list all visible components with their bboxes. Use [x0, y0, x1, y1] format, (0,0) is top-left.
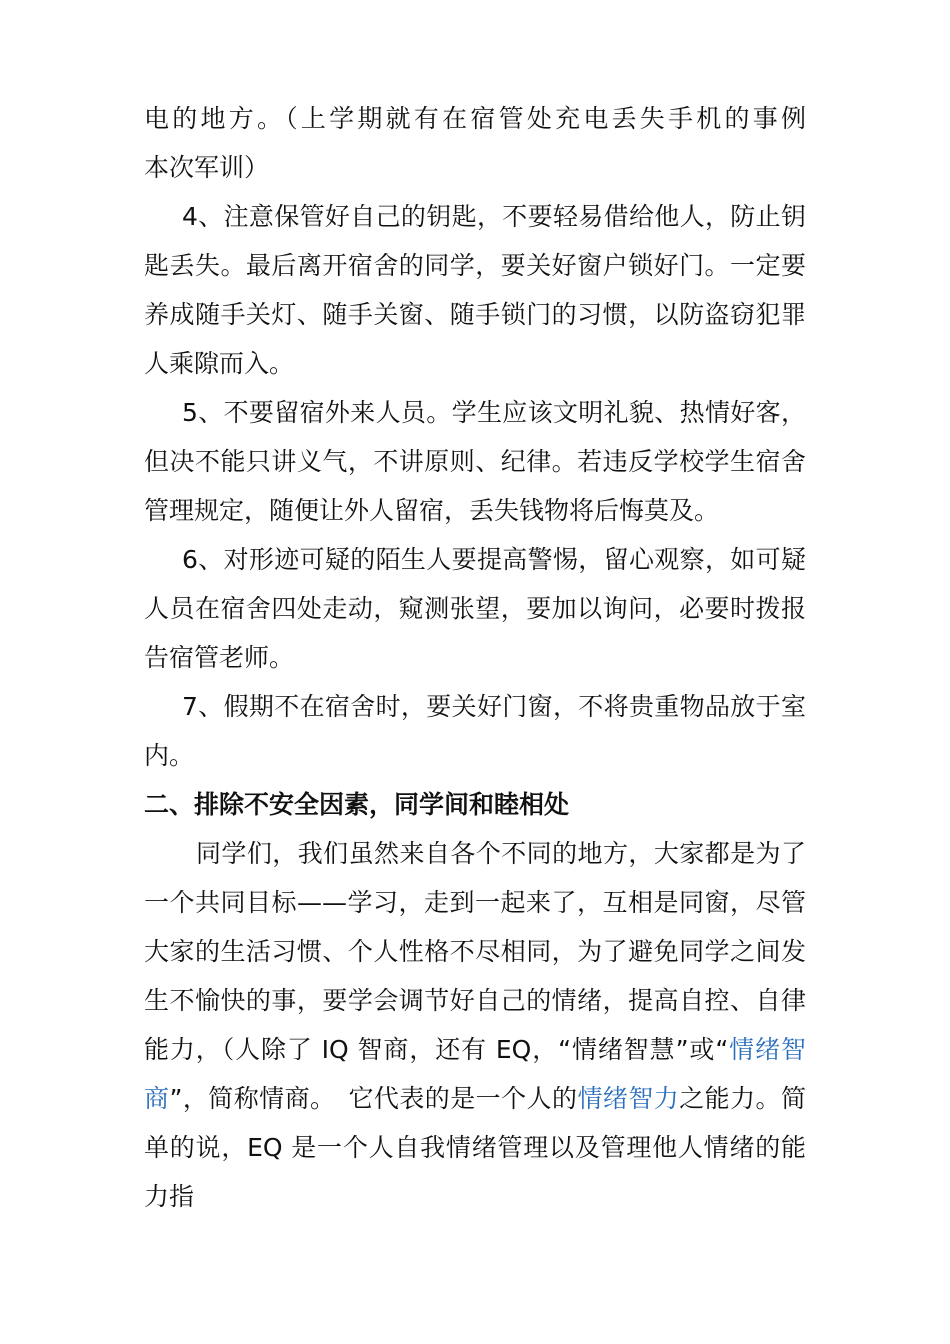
body-text-part-2: ”，简称情商。 它代表的是一个人的: [169, 1084, 578, 1113]
link-emotional-intelligence[interactable]: 情绪智力: [577, 1084, 680, 1113]
body-text-part-3: 之能力。简单的说，EQ 是一个人自我情绪管理以及管理他人情绪的能力指: [144, 1084, 806, 1211]
body-text-part-1: 同学们，我们虽然来自各个不同的地方，大家都是为了一个共同目标——学习，走到一起来了，互相是同窗，尽管大家的生活习惯、个人性格不尽相同，为了避免同学之间发生不愉快的事，要学会调节好自己的情绪，提高自控、自律能力，（人除了 IQ 智商，还有 EQ，“情绪智慧”或“: [144, 839, 806, 1064]
document-page: [144, 94, 857, 1221]
paragraph-item-6: 6、对形迹可疑的陌生人要提高警惕，留心观察，如可疑人员在宿舍四处走动，窥测张望，要加以询问，必要时拨报告宿管老师。: [144, 545, 806, 672]
section-heading: 二、排除不安全因素，同学间和睦相处: [144, 790, 570, 819]
paragraph-body: [144, 829, 806, 1221]
paragraph-item-5: 5、不要留宿外来人员。学生应该文明礼貌、热情好客，但决不能只讲义气，不讲原则、纪律。若违反学校学生宿舍管理规定，随便让外人留宿，丢失钱物将后悔莫及。: [144, 398, 806, 525]
link-emotional-quotient[interactable]: 情绪智商: [144, 1035, 806, 1113]
paragraph-item-4: 4、注意保管好自己的钥匙，不要轻易借给他人，防止钥匙丢失。最后离开宿舍的同学，要关好窗户锁好门。一定要养成随手关灯、随手关窗、随手锁门的习惯，以防盗窃犯罪人乘隙而入。: [144, 202, 806, 378]
paragraph-item-7: 7、假期不在宿舍时，要关好门窗，不将贵重物品放于室内。: [144, 692, 806, 770]
paragraph-continuation: 电的地方。（上学期就有在宿管处充电丢失手机的事例 本次军训）: [144, 104, 857, 182]
